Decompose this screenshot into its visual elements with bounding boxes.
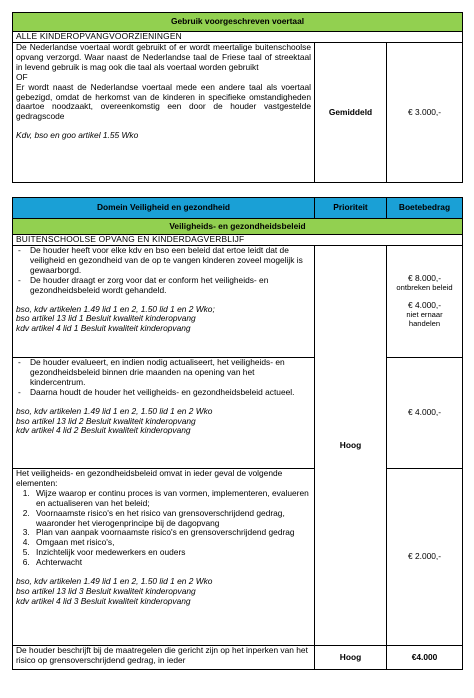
fine-amount: € 4.000,-	[407, 300, 442, 311]
legal-reference: kdv artikel 4 lid 2 Besluit kwaliteit kinderopvang	[16, 425, 191, 436]
fine-cell	[387, 246, 463, 358]
fine-amount: € 8.000,-	[407, 273, 442, 284]
requirement-cell	[13, 246, 315, 358]
fine-note: ontbreken beleid	[396, 283, 453, 293]
requirement-text: Het veiligheids- en gezondheidsbeleid omvat in ieder geval de volgende elementen:	[16, 468, 283, 488]
subheader: Veiligheids- en gezondheidsbeleid	[13, 219, 463, 235]
list-item: 5. Inzichtelijk voor medewerkers en ouders	[32, 548, 311, 558]
fine-note: niet ernaar handelen	[406, 309, 443, 328]
list-item: 3. Plan van aanpak voornaamste risico's en grensoverschrijdend gedrag	[32, 528, 311, 538]
column-header-priority: Prioriteit	[315, 198, 387, 219]
requirement-text: Er wordt naast de Nederlandse voertaal mede een andere taal als voertaal gebezigd, omdat de herkomst van de kinderen in specifieke omstandigheden daartoe noodzaakt, overeenkomstig een door de houder vastgestelde gedragscode	[16, 81, 311, 122]
list-item: 2. Voornaamste risico's en het risico van grensoverschrijdend gedrag, waaronder het vierogenprincipe bij de dagopvang	[32, 509, 311, 529]
fine-amount: € 4.000,-	[387, 358, 463, 469]
requirement-text: De houder beschrijft bij de maatregelen die gericht zijn op het inperken van het risico op grensoverschrijdend gedrag, in ieder	[13, 646, 315, 670]
list-item: - Daarna houdt de houder het veiligheids- en gezondheidsbeleid actueel.	[30, 388, 311, 398]
legal-reference: bso, kdv artikelen 1.49 lid 1 en 2, 1.50 lid 1 en 2 Wko	[16, 576, 213, 587]
list-item: 6. Achterwacht	[32, 558, 311, 568]
list-item: 4. Omgaan met risico's,	[32, 538, 311, 548]
legal-reference: bso artikel 13 lid 1 Besluit kwaliteit kinderopvang	[16, 313, 196, 324]
table-veiligheid	[12, 197, 463, 670]
column-header-fine: Boetebedrag	[387, 198, 463, 219]
list-item: - De houder evalueert, en indien nodig actualiseert, het veiligheids- en gezondheidsbeleid binnen drie maanden na opening van het kindercentrum.	[30, 358, 311, 388]
priority-cell: Gemiddeld	[315, 43, 387, 183]
section-title: ALLE KINDEROPVANGVOORZIENINGEN	[13, 32, 463, 43]
legal-reference: kdv artikel 4 lid 1 Besluit kwaliteit kinderopvang	[16, 323, 191, 334]
column-header-domain: Domein Veiligheid en gezondheid	[13, 198, 315, 219]
table-voertaal	[12, 12, 463, 183]
fine-amount: € 2.000,-	[387, 469, 463, 646]
requirement-cell	[13, 358, 315, 469]
fine-amount: €4.000	[387, 646, 463, 670]
or-text: OF	[16, 71, 28, 82]
fine-amount: € 3.000,-	[387, 43, 463, 183]
section-title: BUITENSCHOOLSE OPVANG EN KINDERDAGVERBLIJF	[13, 235, 463, 246]
requirement-cell	[13, 469, 315, 646]
legal-reference: bso artikel 13 lid 3 Besluit kwaliteit kinderopvang	[16, 585, 196, 596]
requirement-text: De Nederlandse voertaal wordt gebruikt of er wordt meertalige buitenschoolse opvang verzorgd. Waar naast de Nederlandse taal de Friese taal of streektaal in levend gebruik is mag ook die taal als voertaal worden gebruikt	[16, 42, 311, 72]
requirement-cell	[13, 43, 315, 183]
legal-reference: kdv artikel 4 lid 3 Besluit kwaliteit kinderopvang	[16, 595, 191, 606]
legal-reference: bso, kdv artikelen 1.49 lid 1 en 2, 1.50 lid 1 en 2 Wko;	[16, 303, 215, 314]
list-item: - De houder draagt er zorg voor dat er conform het veiligheids- en gezondheidsbeleid wordt gehandeld.	[30, 276, 311, 296]
priority-cell: Hoog	[315, 246, 387, 646]
priority-cell: Hoog	[315, 646, 387, 670]
legal-reference: bso, kdv artikelen 1.49 lid 1 en 2, 1.50 lid 1 en 2 Wko	[16, 405, 213, 416]
legal-reference: bso artikel 13 lid 2 Besluit kwaliteit kinderopvang	[16, 415, 196, 426]
list-item: - De houder heeft voor elke kdv en bso een beleid dat ertoe leidt dat de veiligheid en gezondheid van de op te vangen kinderen zoveel mogelijk is gewaarborgd.	[30, 246, 311, 276]
legal-reference: Kdv, bso en goo artikel 1.55 Wko	[16, 130, 139, 141]
table-header-voertaal: Gebruik voorgeschreven voertaal	[13, 13, 463, 32]
list-item: 1. Wijze waarop er continu proces is van vormen, implementeren, evalueren en actualiseren van het beleid;	[32, 489, 311, 509]
